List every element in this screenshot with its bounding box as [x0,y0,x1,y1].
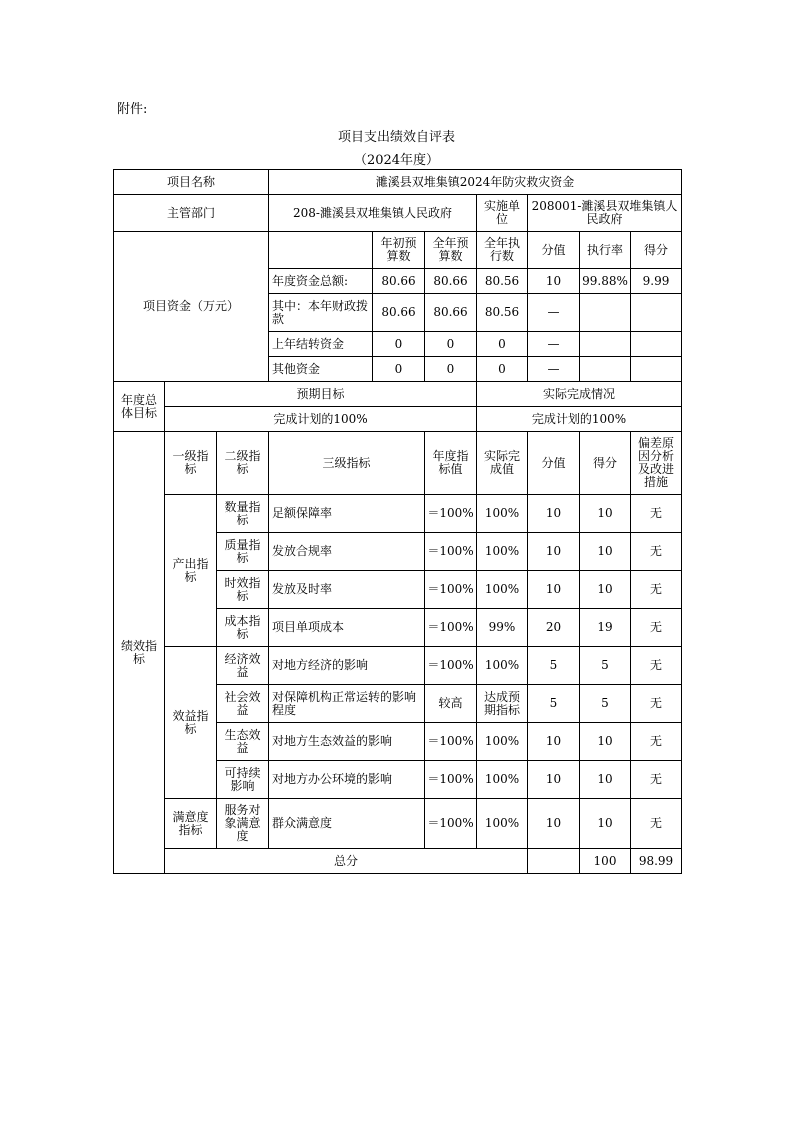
expected-goal-label: 预期目标 [165,382,477,407]
level2-indicator: 社会效益 [217,685,269,723]
score-value: 20 [528,609,580,647]
level2-indicator: 经济效益 [217,647,269,685]
implementing-unit-value: 208001-濉溪县双堆集镇人民政府 [528,195,682,232]
project-name-value: 濉溪县双堆集镇2024年防灾救灾资金 [269,170,682,195]
funds-cell: 0 [425,357,477,382]
funds-cell: 0 [477,332,528,357]
funds-header-cell: 得分 [631,232,682,269]
funds-cell: 99.88% [580,269,631,294]
indicator-row [114,495,682,533]
page-subtitle-year: （2024年度） [353,153,440,168]
actual-completion-value: 完成计划的100% [477,407,682,432]
funds-cell: 80.56 [477,294,528,332]
deviation-note: 无 [631,571,682,609]
goals-header-row [114,382,682,407]
performance-header-cell: 偏差原因分析及改进措施 [631,432,682,495]
attachment-label: 附件: [117,102,148,117]
annual-target: ＝100% [425,533,477,571]
actual-value: 100% [477,495,528,533]
funds-cell [580,357,631,382]
score: 10 [580,723,631,761]
funds-section-label: 项目资金（万元） [114,232,269,382]
level2-indicator: 时效指标 [217,571,269,609]
funds-cell: 80.66 [425,269,477,294]
performance-header-cell: 一级指标 [165,432,217,495]
funds-cell [580,332,631,357]
performance-header-row [114,432,682,495]
total-score: 98.99 [631,849,682,874]
actual-value: 100% [477,533,528,571]
funds-header-blank [269,232,373,269]
actual-value: 100% [477,723,528,761]
indicator-row [114,799,682,849]
actual-value: 100% [477,647,528,685]
funds-row-label: 其他资金 [269,357,373,382]
project-name-label: 项目名称 [114,170,269,195]
level3-indicator: 对地方生态效益的影响 [269,723,425,761]
total-label: 总分 [165,849,528,874]
level1-indicator: 效益指标 [165,647,217,799]
funds-row-label: 上年结转资金 [269,332,373,357]
deviation-note: 无 [631,647,682,685]
funds-cell: 0 [425,332,477,357]
score: 5 [580,685,631,723]
funds-cell: 80.66 [373,294,425,332]
funds-row-label: 其中：本年财政拨款 [269,294,373,332]
annual-target: ＝100% [425,761,477,799]
annual-target: ＝100% [425,647,477,685]
department-label: 主管部门 [114,195,269,232]
funds-header-row [114,232,682,269]
performance-header-cell: 得分 [580,432,631,495]
funds-cell: 9.99 [631,269,682,294]
department-value: 208-濉溪县双堆集镇人民政府 [269,195,477,232]
deviation-note: 无 [631,799,682,849]
level2-indicator: 质量指标 [217,533,269,571]
annual-target: ＝100% [425,723,477,761]
level2-indicator: 成本指标 [217,609,269,647]
score: 10 [580,571,631,609]
score-value: 10 [528,571,580,609]
score: 10 [580,495,631,533]
score-value: 5 [528,685,580,723]
score-value: 10 [528,761,580,799]
funds-cell: 80.56 [477,269,528,294]
evaluation-table [113,169,682,874]
score-value: 5 [528,647,580,685]
level3-indicator: 对保障机构正常运转的影响程度 [269,685,425,723]
funds-cell: 80.66 [425,294,477,332]
total-score-value: 100 [580,849,631,874]
implementing-unit-label: 实施单位 [477,195,528,232]
actual-value: 99% [477,609,528,647]
funds-cell: 0 [373,357,425,382]
level1-indicator: 产出指标 [165,495,217,647]
funds-row-label: 年度资金总额: [269,269,373,294]
deviation-note: 无 [631,533,682,571]
deviation-note: 无 [631,723,682,761]
goals-value-row [114,407,682,432]
deviation-note: 无 [631,761,682,799]
funds-header-cell: 分值 [528,232,580,269]
level2-indicator: 服务对象满意度 [217,799,269,849]
level3-indicator: 发放及时率 [269,571,425,609]
performance-header-cell: 分值 [528,432,580,495]
expected-goal-value: 完成计划的100% [165,407,477,432]
funds-cell [631,294,682,332]
funds-cell: 80.66 [373,269,425,294]
score-value: 10 [528,723,580,761]
actual-value: 达成预期指标 [477,685,528,723]
annual-target: 较高 [425,685,477,723]
funds-cell: — [528,294,580,332]
funds-cell [631,332,682,357]
funds-cell: — [528,357,580,382]
actual-completion-label: 实际完成情况 [477,382,682,407]
total-blank [528,849,580,874]
performance-header-cell: 实际完成值 [477,432,528,495]
level2-indicator: 数量指标 [217,495,269,533]
level3-indicator: 发放合规率 [269,533,425,571]
level3-indicator: 对地方办公环境的影响 [269,761,425,799]
annual-target: ＝100% [425,609,477,647]
funds-cell: — [528,332,580,357]
actual-value: 100% [477,799,528,849]
score: 10 [580,799,631,849]
funds-header-cell: 全年执行数 [477,232,528,269]
annual-target: ＝100% [425,495,477,533]
funds-cell [631,357,682,382]
performance-header-cell: 年度指标值 [425,432,477,495]
score: 19 [580,609,631,647]
total-row [114,849,682,874]
annual-target: ＝100% [425,799,477,849]
project-name-row [114,170,682,195]
funds-header-cell: 年初预算数 [373,232,425,269]
performance-header-cell: 二级指标 [217,432,269,495]
actual-value: 100% [477,761,528,799]
level2-indicator: 可持续影响 [217,761,269,799]
funds-header-cell: 执行率 [580,232,631,269]
level3-indicator: 对地方经济的影响 [269,647,425,685]
score-value: 10 [528,799,580,849]
score-value: 10 [528,495,580,533]
department-row [114,195,682,232]
level3-indicator: 群众满意度 [269,799,425,849]
score: 10 [580,533,631,571]
funds-cell: 0 [373,332,425,357]
score: 5 [580,647,631,685]
funds-header-cell: 全年预算数 [425,232,477,269]
deviation-note: 无 [631,495,682,533]
level1-indicator: 满意度指标 [165,799,217,849]
level3-indicator: 足额保障率 [269,495,425,533]
indicator-row [114,647,682,685]
deviation-note: 无 [631,685,682,723]
funds-cell [580,294,631,332]
deviation-note: 无 [631,609,682,647]
actual-value: 100% [477,571,528,609]
level3-indicator: 项目单项成本 [269,609,425,647]
funds-cell: 0 [477,357,528,382]
performance-header-cell: 三级指标 [269,432,425,495]
score: 10 [580,761,631,799]
goals-section-label: 年度总体目标 [114,382,165,432]
page-title: 项目支出绩效自评表 [337,130,455,145]
level2-indicator: 生态效益 [217,723,269,761]
performance-section-label: 绩效指标 [114,432,165,874]
score-value: 10 [528,533,580,571]
annual-target: ＝100% [425,571,477,609]
funds-cell: 10 [528,269,580,294]
